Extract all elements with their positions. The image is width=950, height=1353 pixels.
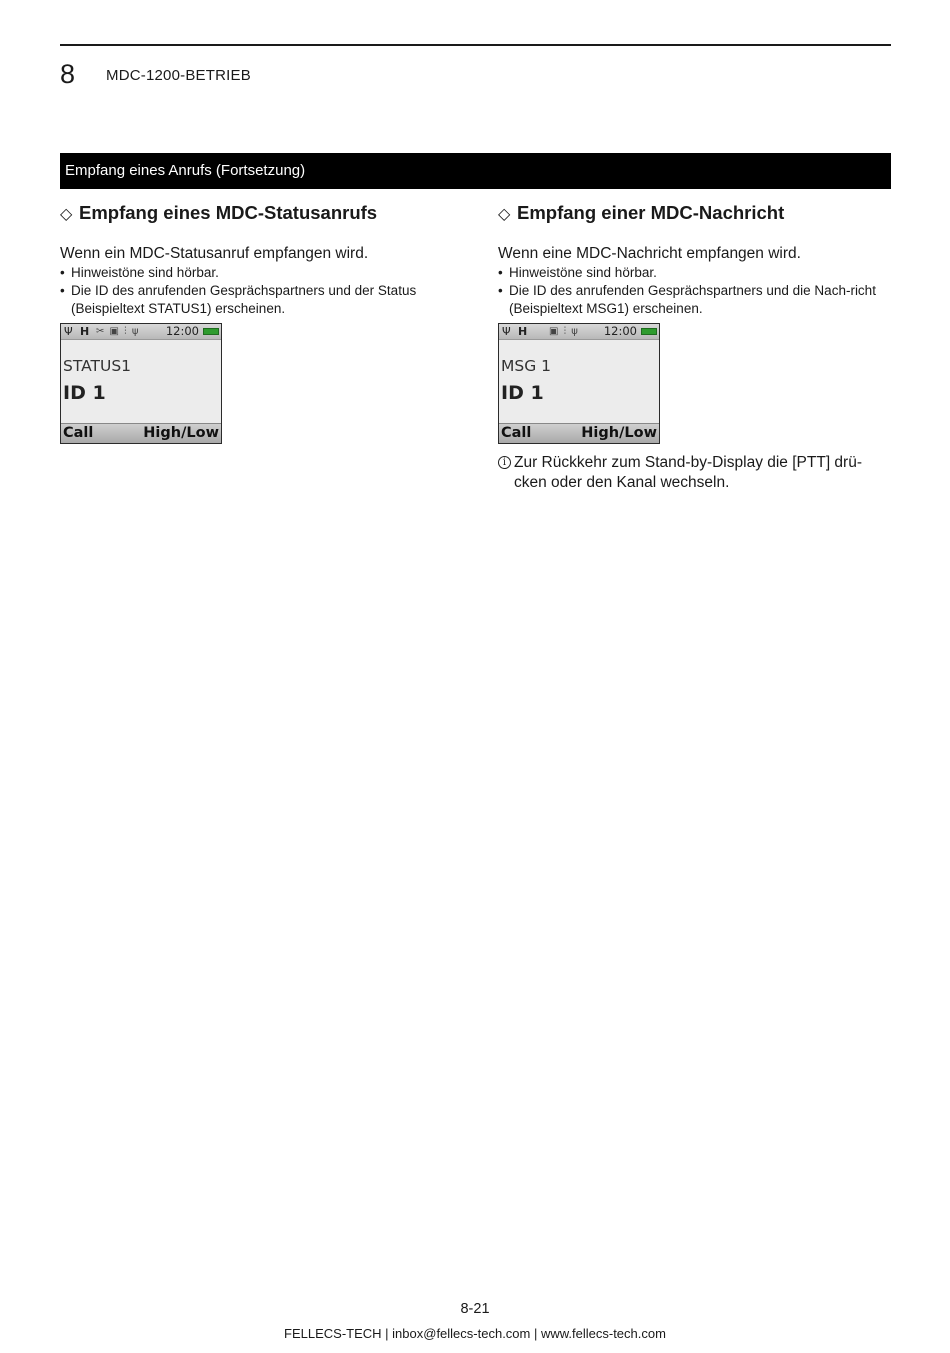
diamond-outline-icon: ◇ bbox=[60, 206, 73, 223]
display-caller-id: ID 1 bbox=[63, 382, 106, 404]
softkey-high-low: High/Low bbox=[143, 425, 219, 441]
left-intro: Wenn ein MDC-Statusanruf empfangen wird. bbox=[60, 245, 369, 262]
right-heading bbox=[498, 200, 891, 228]
info-note-text: Zur Rückkehr zum Stand-by-Display die [PTT] drü-cken oder den Kanal wechseln. bbox=[514, 454, 862, 491]
info-note bbox=[498, 453, 891, 493]
right-heading-text: Empfang einer MDC-Nachricht bbox=[517, 202, 785, 223]
header-rule bbox=[60, 44, 891, 46]
footer-text: FELLECS-TECH | inbox@fellecs-tech.com | www.fellecs-tech.com bbox=[284, 1326, 666, 1341]
right-intro: Wenn eine MDC-Nachricht empfangen wird. bbox=[498, 245, 801, 262]
softkey-high-low: High/Low bbox=[581, 425, 657, 441]
display-softkeys bbox=[499, 423, 659, 443]
antenna-icon: Ψ bbox=[502, 325, 511, 338]
display-softkeys bbox=[61, 423, 221, 443]
display-clock: 12:00 bbox=[603, 324, 637, 338]
right-bullet-list bbox=[498, 264, 891, 318]
status-call-display bbox=[60, 323, 222, 444]
antenna-icon: Ψ bbox=[64, 325, 73, 338]
softkey-call: Call bbox=[501, 425, 532, 441]
display-clock: 12:00 bbox=[165, 324, 199, 338]
softkey-call: Call bbox=[63, 425, 94, 441]
left-bullet-2: • Die ID des anrufenden Gesprächspartners und der Status (Beispieltext STATUS1) erscheinen. bbox=[60, 282, 453, 318]
display-status-bar bbox=[61, 324, 221, 340]
page-number: 8-21 bbox=[460, 1301, 490, 1317]
chapter-title: MDC-1200-BETRIEB bbox=[106, 67, 251, 84]
left-column bbox=[60, 200, 453, 444]
battery-icon bbox=[203, 328, 219, 335]
info-icon: i bbox=[498, 456, 511, 469]
diamond-outline-icon: ◇ bbox=[498, 206, 511, 223]
battery-icon bbox=[641, 328, 657, 335]
display-status-text: STATUS1 bbox=[63, 357, 132, 375]
power-level-indicator: H bbox=[518, 325, 528, 338]
left-bullet-1: • Hinweistöne sind hörbar. bbox=[60, 264, 453, 282]
display-status-bar bbox=[499, 324, 659, 340]
chapter-number: 8 bbox=[60, 59, 76, 89]
left-heading-text: Empfang eines MDC-Statusanrufs bbox=[79, 202, 378, 223]
display-message-text: MSG 1 bbox=[501, 357, 552, 375]
right-bullet-1: • Hinweistöne sind hörbar. bbox=[498, 264, 891, 282]
power-level-indicator: H bbox=[80, 325, 90, 338]
status-indicator-icons: ▣ ⫶ ψ bbox=[549, 326, 579, 337]
right-column bbox=[498, 200, 891, 493]
display-caller-id: ID 1 bbox=[501, 382, 544, 404]
message-display bbox=[498, 323, 660, 444]
section-bar: Empfang eines Anrufs (Fortsetzung) bbox=[60, 153, 891, 189]
status-indicator-icons: ✂ ▣ ⫶ ψ bbox=[96, 326, 140, 337]
right-bullet-2: • Die ID des anrufenden Gesprächspartners und die Nach-richt (Beispieltext MSG1) erscheinen. bbox=[498, 282, 891, 318]
left-heading bbox=[60, 200, 453, 228]
left-bullet-list bbox=[60, 264, 453, 318]
